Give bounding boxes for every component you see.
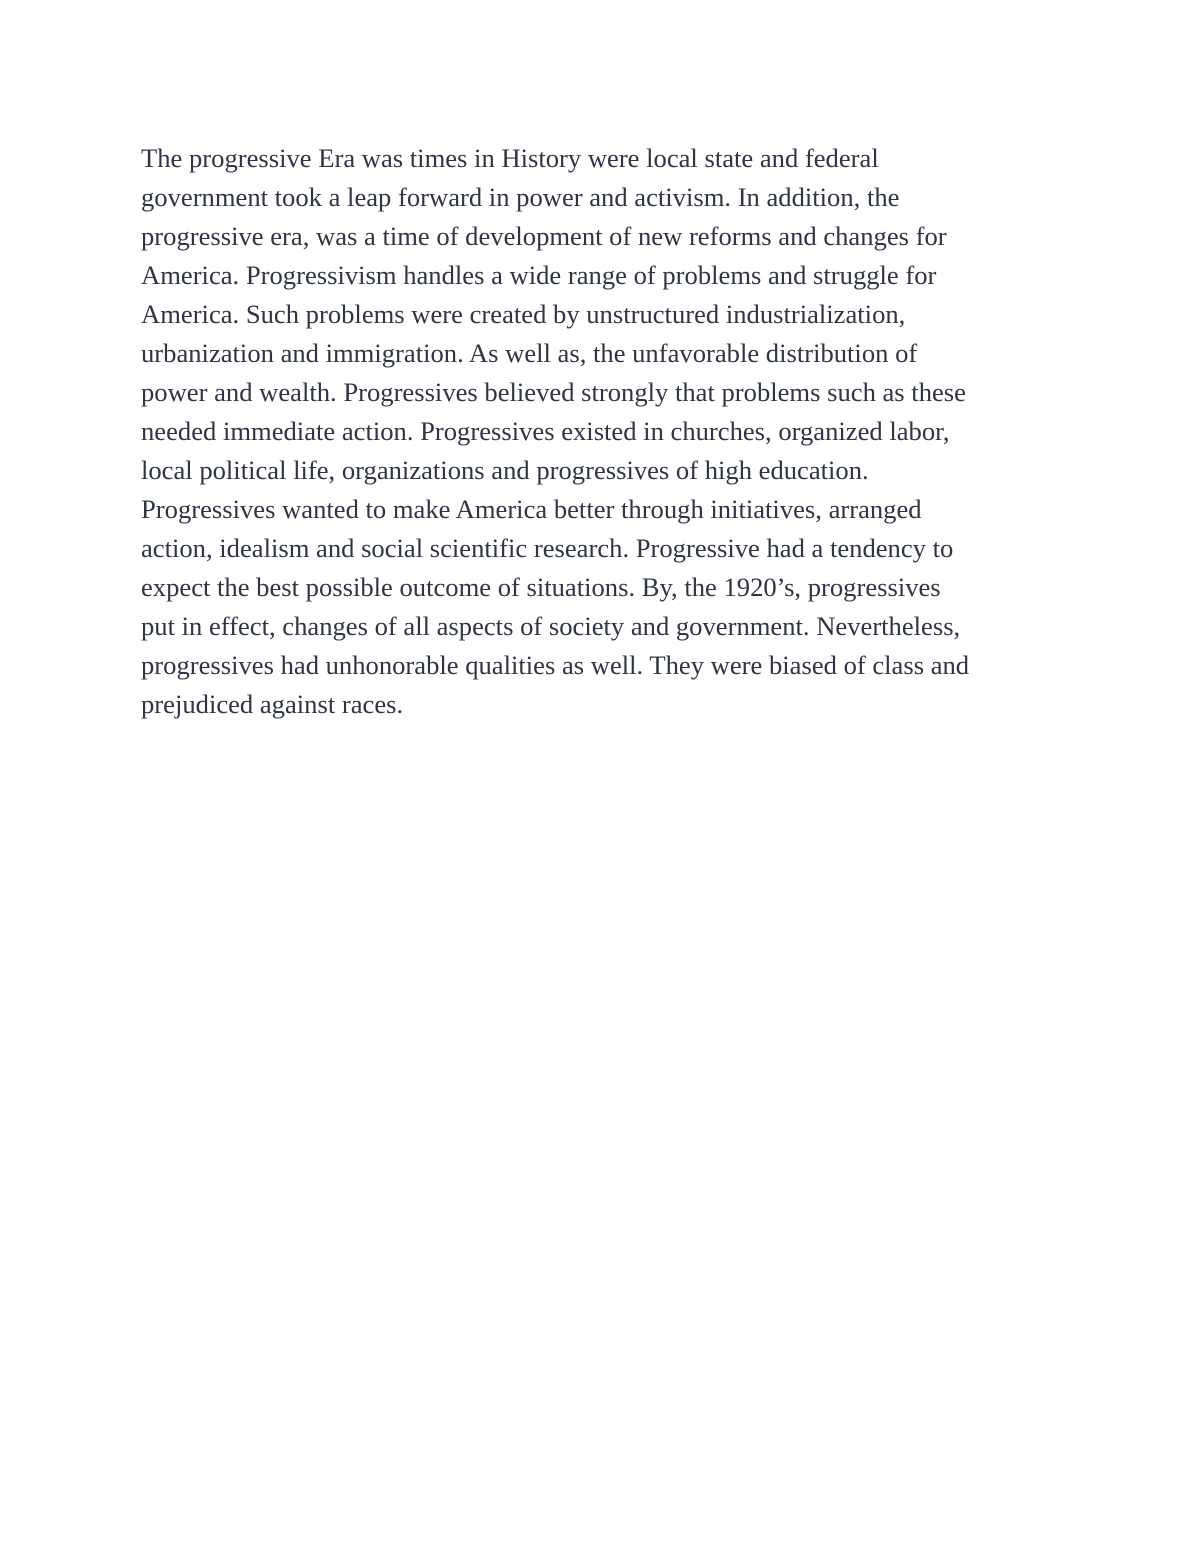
paragraph-line: progressive era, was a time of development of new reforms and changes for bbox=[141, 221, 947, 251]
paragraph-line: power and wealth. Progressives believed strongly that problems such as these bbox=[141, 377, 966, 407]
paragraph-line: prejudiced against races. bbox=[141, 689, 404, 719]
paragraph-line: put in effect, changes of all aspects of society and government. Nevertheless, bbox=[141, 611, 961, 641]
paragraph-line: expect the best possible outcome of situations. By, the 1920’s, progressives bbox=[141, 572, 941, 602]
paragraph-line: America. Such problems were created by unstructured industrialization, bbox=[141, 299, 906, 329]
paragraph-line: needed immediate action. Progressives existed in churches, organized labor, bbox=[141, 416, 950, 446]
paragraph-line: America. Progressivism handles a wide range of problems and struggle for bbox=[141, 260, 937, 290]
paragraph-line: local political life, organizations and progressives of high education. bbox=[141, 455, 869, 485]
paragraph-line: government took a leap forward in power and activism. In addition, the bbox=[141, 182, 900, 212]
paragraph-line: progressives had unhonorable qualities as well. They were biased of class and bbox=[141, 650, 970, 680]
paragraph-line: urbanization and immigration. As well as, the unfavorable distribution of bbox=[141, 338, 918, 368]
paragraph-line: Progressives wanted to make America better through initiatives, arranged bbox=[141, 494, 922, 524]
body-paragraph bbox=[141, 139, 1101, 724]
paragraph-line: The progressive Era was times in History were local state and federal bbox=[141, 143, 879, 173]
paragraph-line: action, idealism and social scientific research. Progressive had a tendency to bbox=[141, 533, 954, 563]
